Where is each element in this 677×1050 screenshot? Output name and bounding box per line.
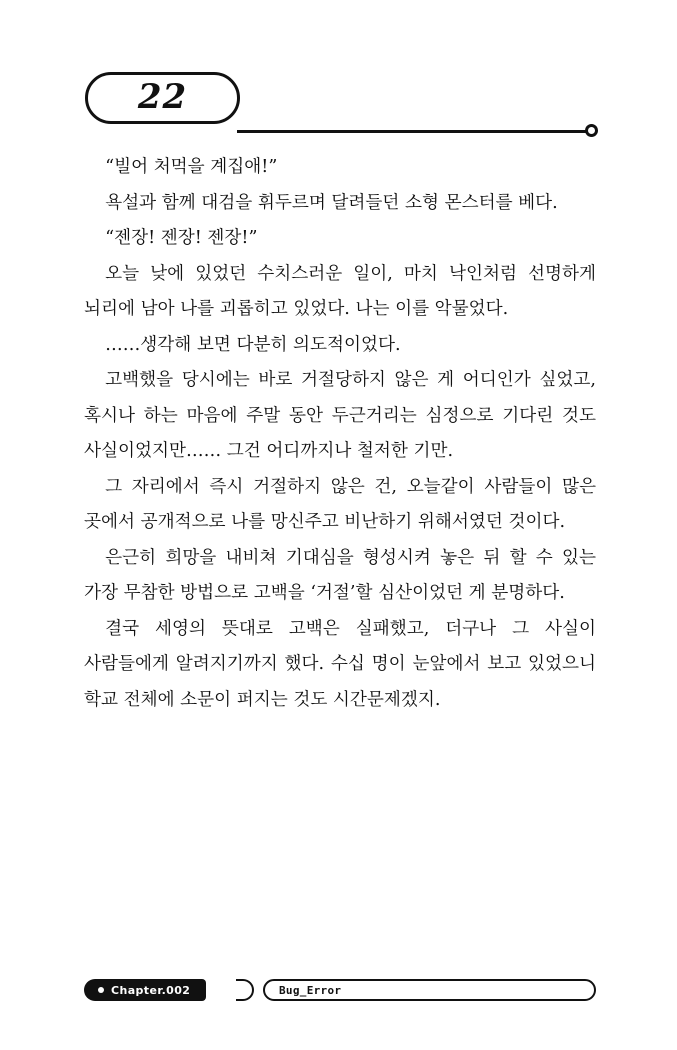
footer-title-tag: [263, 979, 596, 1001]
chapter-rule-end-dot: [585, 124, 598, 137]
chapter-header: [85, 72, 595, 138]
chapter-rule-line: [237, 130, 589, 133]
paragraph-dialogue-1: “빌어 처먹을 계집애!”: [105, 157, 278, 177]
footer-title-label: Bug_Error: [279, 983, 342, 997]
page-footer: [84, 979, 596, 1003]
paragraph-7: 그 자리에서 즉시 거절하지 않은 건, 오늘같이 사람들이 많은 곳에서 공개적으로 나를 망신주고 비난하기 위해서였던 것이다.: [84, 476, 596, 532]
paragraph-5: ……생각해 보면 다분히 의도적이었다.: [105, 334, 401, 355]
paragraph-2: 욕설과 함께 대검을 휘두르며 달려들던 소형 몬스터를 베다.: [105, 192, 558, 213]
paragraph-dialogue-2: “젠장! 젠장! 젠장!”: [105, 228, 258, 248]
paragraph-6: 고백했을 당시에는 바로 거절당하지 않은 게 어디인가 싶었고, 혹시나 하는 마음에 주말 동안 두근거리는 심정으로 기다린 것도 사실이었지만…… 그건 어디까지나 철저한 기만.: [84, 370, 596, 461]
paragraph-8: 은근히 희망을 내비쳐 기대심을 형성시켜 놓은 뒤 할 수 있는 가장 무참한 방법으로 고백을 ‘거절’할 심산이었던 게 분명하다.: [84, 547, 596, 603]
footer-chapter-label: Chapter.002: [111, 983, 191, 997]
body-text: [84, 150, 596, 718]
bullet-icon: [98, 987, 104, 993]
chapter-number: 22: [137, 77, 188, 117]
chapter-number-badge: [85, 72, 240, 124]
footer-tag-tail: [236, 979, 254, 1001]
footer-chapter-tag: [84, 979, 206, 1001]
paragraph-9: 결국 세영의 뜻대로 고백은 실패했고, 더구나 그 사실이 사람들에게 알려지기까지 했다. 수십 명이 눈앞에서 보고 있었으니 학교 전체에 소문이 퍼지는 것도 시간문제겠지.: [84, 618, 596, 710]
paragraph-4: 오늘 낮에 있었던 수치스러운 일이, 마치 낙인처럼 선명하게 뇌리에 남아 나를 괴롭히고 있었다. 나는 이를 악물었다.: [84, 263, 596, 319]
